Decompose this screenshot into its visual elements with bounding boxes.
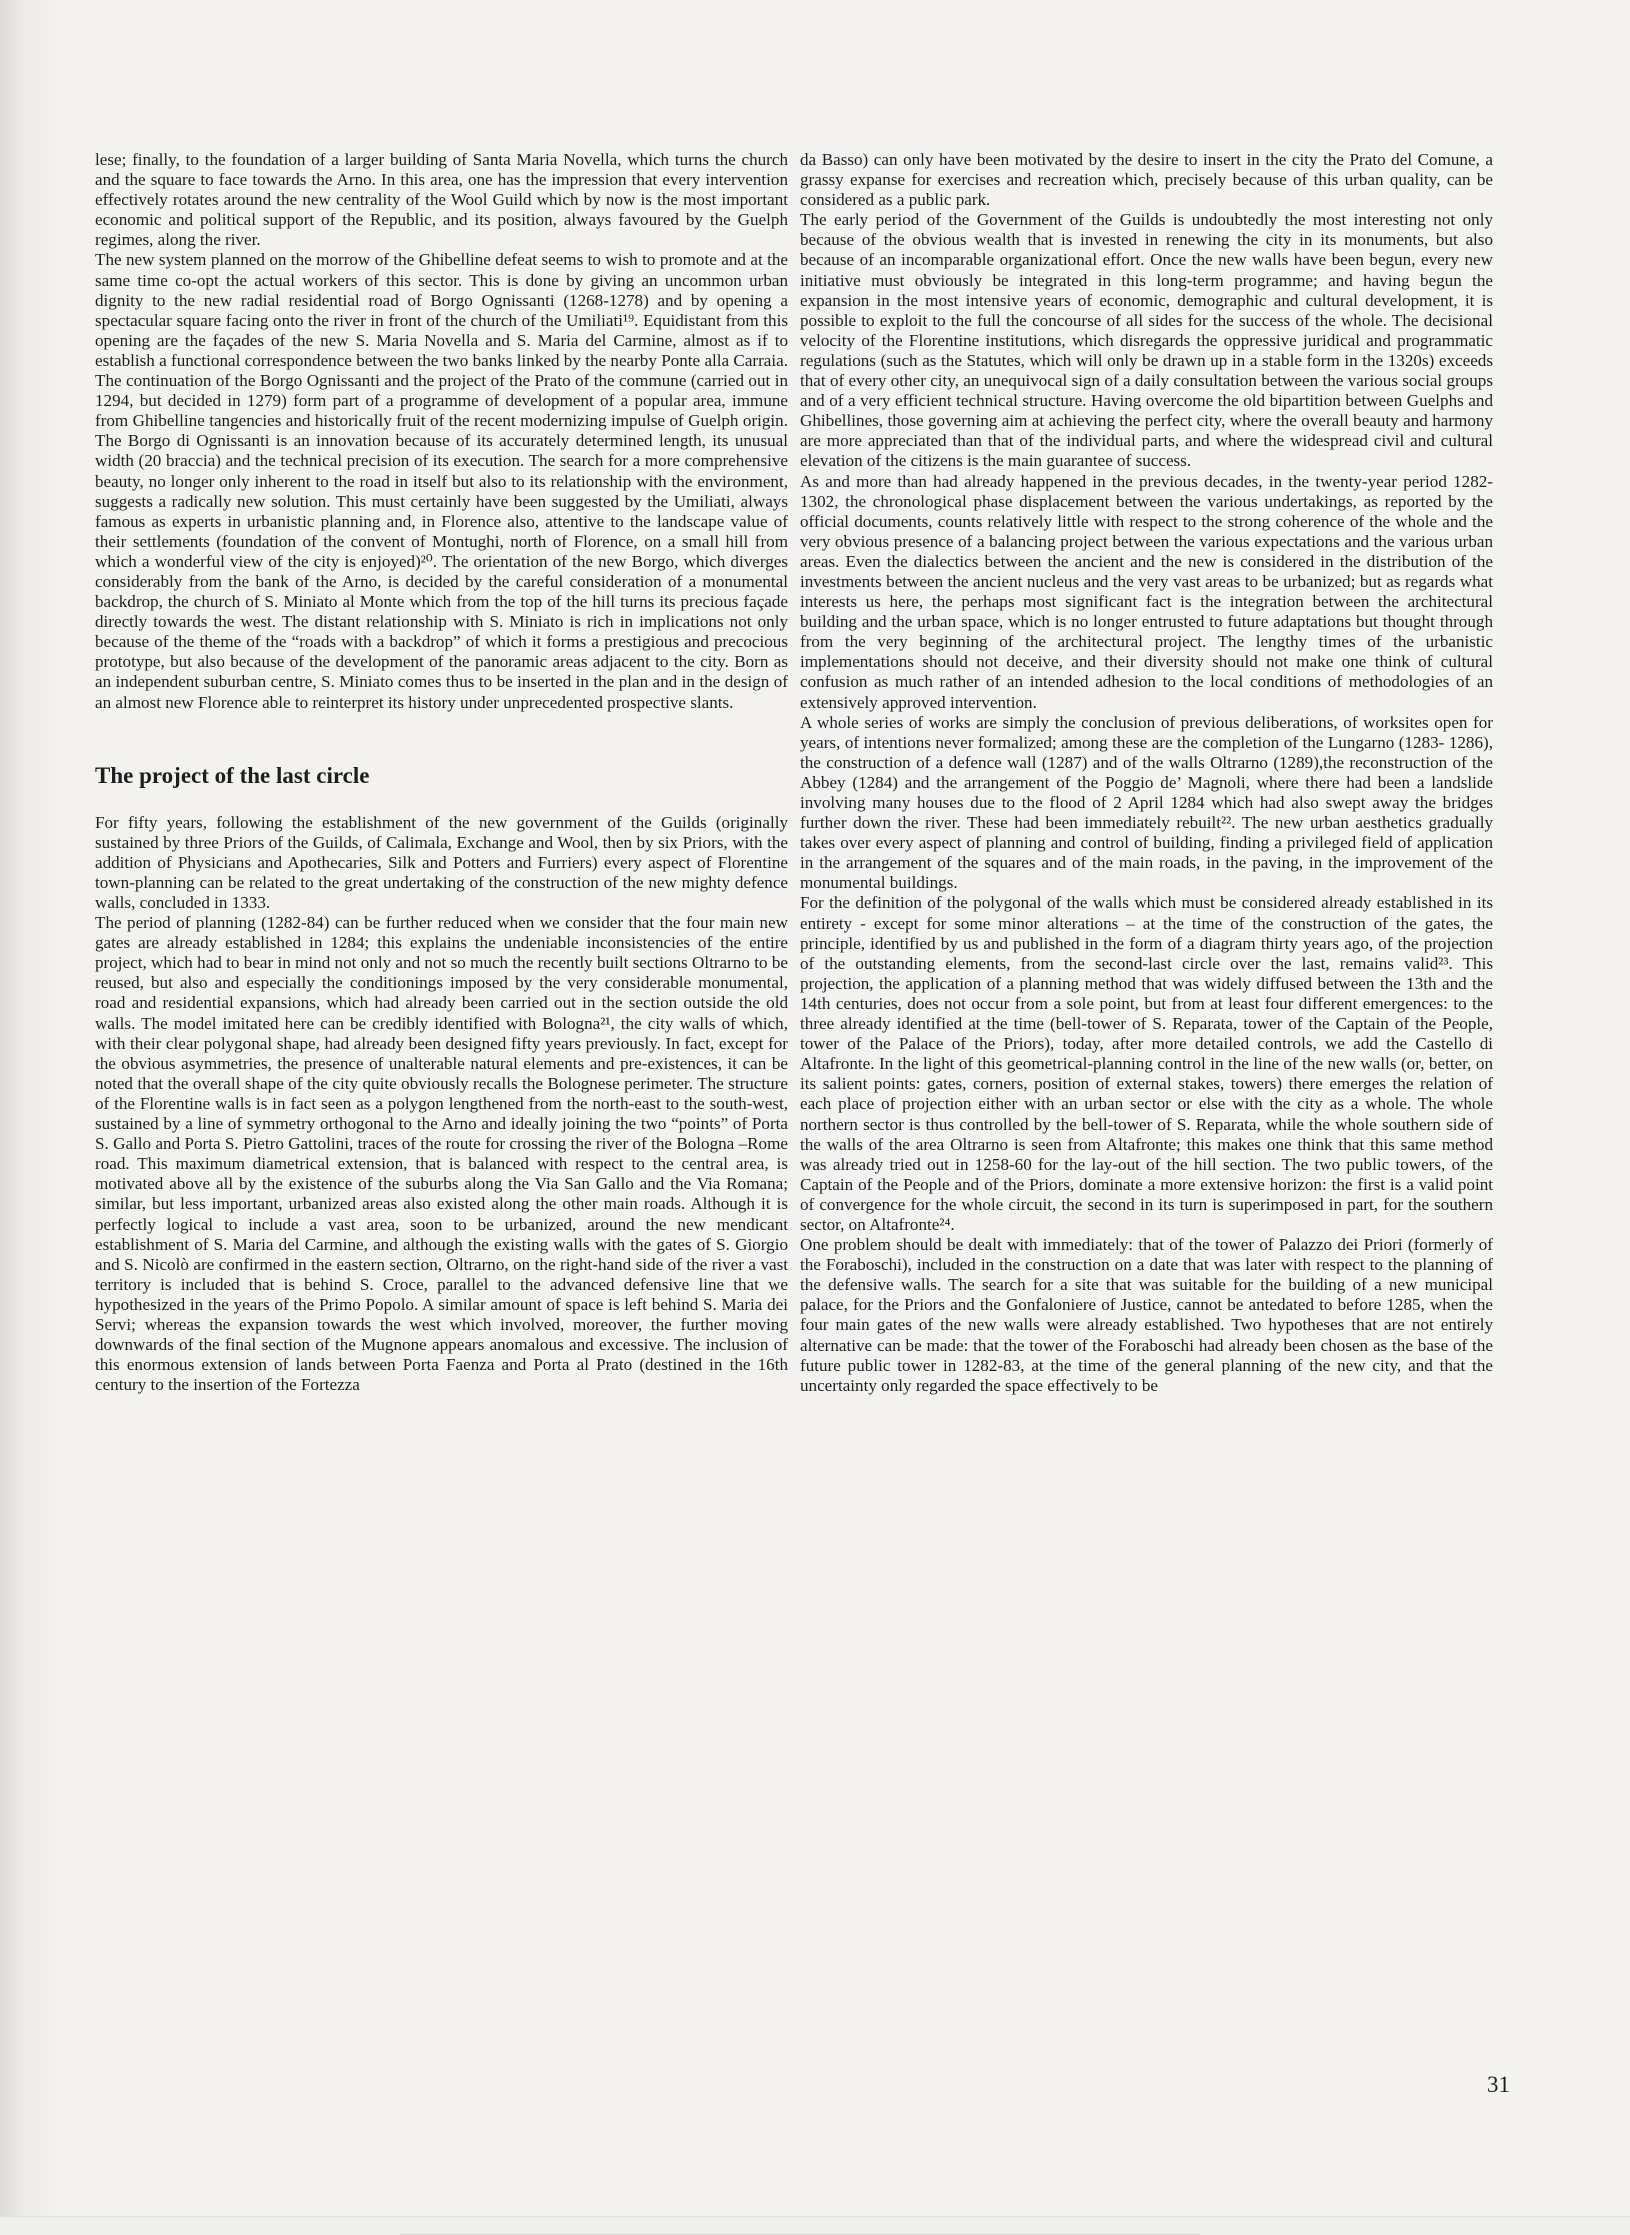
- page-edge: [0, 2216, 1630, 2235]
- paragraph: The new system planned on the morrow of the Ghibelline defeat seems to wish to promote and at the same time co-opt the actual workers of this sector. This is done by giving an uncommon urban dignity to the new radial residential road of Borgo Ognissanti (1268-1278) and by opening a spectacular square facing onto the river in front of the church of the Umiliati¹⁹. Equidistant from this opening are the façades of the new S. Maria Novella and S. Maria del Carmine, almost as if to establish a functional correspondence between the two banks linked by the nearby Ponte alla Carraia. The continuation of the Borgo Ognissanti and the project of the Prato of the commune (carried out in 1294, but decided in 1279) form part of a programme of development of a popular area, immune from Ghibelline tangencies and historically fruit of the recent modernizing impulse of Guelph origin. The Borgo di Ognissanti is an innovation because of its accurately determined length, its unusual width (20 braccia) and the technical precision of its execution. The search for a more comprehensive beauty, no longer only inherent to the road in itself but also to its relationship with the environment, suggests a radically new solution. This must certainly have been suggested by the Umiliati, always famous as experts in urbanistic planning and, in Florence also, attentive to the landscape value of their settlements (foundation of the convent of Montughi, north of Florence, on a small hill from which a wonderful view of the city is enjoyed)²⁰. The orientation of the new Borgo, which diverges considerably from the bank of the Arno, is decided by the careful consideration of a monumental backdrop, the church of S. Miniato al Monte which from the top of the hill turns its precious façade directly towards the west. The distant relationship with S. Miniato is rich in implications not only because of the theme of the “roads with a backdrop” of which it forms a prestigious and precocious prototype, but also because of the development of the panoramic areas adjacent to the city. Born as an independent suburban centre, S. Miniato comes thus to be inserted in the plan and in the design of an almost new Florence able to reinterpret its history under unprecedented prospective slants.: [95, 250, 788, 712]
- paragraph: da Basso) can only have been motivated by the desire to insert in the city the Prato del Comune, a grassy expanse for exercises and recreation which, precisely because of this urban quality, can be considered as a public park.: [800, 150, 1493, 210]
- page-number: 31: [1487, 2072, 1510, 2097]
- paragraph: lese; finally, to the foundation of a larger building of Santa Maria Novella, which turns the church and the square to face towards the Arno. In this area, one has the impression that every intervention effectively rotates around the new centrality of the Wool Guild which by now is the most important economic and political support of the Republic, and its position, always favoured by the Guelph regimes, along the river.: [95, 150, 788, 250]
- paragraph: For fifty years, following the establishment of the new government of the Guilds (originally sustained by three Priors of the Guilds, of Calimala, Exchange and Wool, then by six Priors, with the addition of Physicians and Apothecaries, Silk and Potters and Furriers) every aspect of Florentine town-planning can be related to the great undertaking of the construction of the new mighty defence walls, concluded in 1333.: [95, 812, 788, 912]
- section-heading: The project of the last circle: [95, 762, 370, 788]
- right-column: [800, 150, 1493, 1396]
- paragraph: The period of planning (1282-84) can be further reduced when we consider that the four main new gates are already established in 1284; this explains the undeniable inconsistencies of the entire project, which had to bear in mind not only and not so much the recently built sections Oltrarno to be reused, but also and especially the conditionings imposed by the very considerable monumental, road and residential expansions, which had already been carried out in the section outside the old walls. The model imitated here can be credibly identified with Bologna²¹, the city walls of which, with their clear polygonal shape, had already been designed fifty years previously. In fact, except for the obvious asymmetries, the presence of unalterable natural elements and pre-existences, it can be noted that the overall shape of the city quite obviously recalls the Bolognese perimeter. The structure of the Florentine walls is in fact seen as a polygon lengthened from the north-east to the south-west, sustained by a line of symmetry orthogonal to the Arno and ideally joining the two “points” of Porta S. Gallo and Porta S. Pietro Gattolini, traces of the route for crossing the river of the Bologna –Rome road. This maximum diametrical extension, that is balanced with respect to the central area, is motivated above all by the existence of the suburbs along the Via San Gallo and the Via Romana; similar, but less important, urbanized areas also existed along the other main roads. Although it is perfectly logical to include a vast area, soon to be urbanized, around the new mendicant establishment of S. Maria del Carmine, and although the existing walls with the gates of S. Giorgio and S. Nicolò are confirmed in the eastern section, Oltrarno, on the right-hand side of the river a vast territory is included that is behind S. Croce, parallel to the advanced defensive line that we hypothesized in the years of the Primo Popolo. A similar amount of space is left behind S. Maria dei Servi; whereas the expansion towards the west which involved, moreover, the further moving downwards of the final section of the Mugnone appears anomalous and excessive. The inclusion of this enormous extension of lands between Porta Faenza and Porta al Prato (destined in the 16th century to the insertion of the Fortezza: [95, 913, 788, 1395]
- paragraph: One problem should be dealt with immediately: that of the tower of Palazzo dei Priori (formerly of the Foraboschi), included in the construction on a date that was later with respect to the planning of the defensive walls. The search for a site that was suitable for the building of a new municipal palace, for the Priors and the Gonfaloniere of Justice, cannot be antedated to before 1285, when the four main gates of the new walls were already established. Two hypotheses that are not entirely alternative can be made: that the tower of the Foraboschi had already been chosen as the base of the future public tower in 1282-83, at the time of the general planning of the new city, and that the uncertainty only regarded the space effectively to be: [800, 1235, 1493, 1395]
- paragraph: The early period of the Government of the Guilds is undoubtedly the most interesting not only because of the obvious wealth that is invested in renewing the city in its monuments, but also because of an incomparable organizational effort. Once the new walls have been begun, every new initiative must obviously be integrated in this long-term programme; and having begun the expansion in the most intensive years of economic, demographic and cultural development, it is possible to exploit to the full the concourse of all sides for the success of the whole. The decisional velocity of the Florentine institutions, which disregards the oppressive juridical and programmatic regulations (such as the Statutes, which will only be drawn up in a stable form in the 1320s) exceeds that of every other city, an unequivocal sign of a daily consultation between the various social groups and of a very efficient technical structure. Having overcome the old bipartition between Guelphs and Ghibellines, those governing aim at achieving the perfect city, where the overall beauty and harmony are more appreciated than that of the individual parts, and where the widespread civil and cultural elevation of the citizens is the main guarantee of success.: [800, 210, 1493, 471]
- paragraph: A whole series of works are simply the conclusion of previous deliberations, of worksites open for years, of intentions never formalized; among these are the completion of the Lungarno (1283- 1286), the construction of a defence wall (1287) and of the walls Oltrarno (1289),the reconstruction of the Abbey (1284) and the arrangement of the Poggio de’ Magnoli, where there had been a landslide involving many houses due to the flood of 2 April 1284 which had also swept away the bridges further down the river. These had been immediately rebuilt²². The new urban aesthetics gradually takes over every aspect of planning and control of building, finding a privileged field of application in the arrangement of the squares and of the main roads, in the paving, in the improvement of the monumental buildings.: [800, 712, 1493, 893]
- paragraph: For the definition of the polygonal of the walls which must be considered already established in its entirety - except for some minor alterations – at the time of the construction of the gates, the principle, identified by us and published in the form of a diagram thirty years ago, of the projection of the outstanding elements, from the second-last circle over the last, remains valid²³. This projection, the application of a planning method that was widely diffused between the 13th and the 14th centuries, does not occur from a sole point, but from at least four different emergences: to the three already identified at the time (bell-tower of S. Reparata, tower of the Captain of the People, tower of the Palace of the Priors), today, after more detailed controls, we add the Castello di Altafronte. In the light of this geometrical-planning control in the line of the new walls (or, better, on its salient points: gates, corners, position of external stakes, towers) there emerges the relation of each place of projection either with an urban sector or else with the city as a whole. The whole northern sector is thus controlled by the bell-tower of S. Reparata, while the whole southern side of the walls of the area Oltrarno is seen from Altafronte; this makes one think that this same method was already tried out in 1258-60 for the lay-out of the hill section. The two public towers, of the Captain of the People and of the Priors, dominate a more extensive horizon: the first is a valid point of convergence for the whole circuit, the second in its turn is superimposed in part, for the southern sector, on Altafronte²⁴.: [800, 893, 1493, 1234]
- left-column: [95, 150, 788, 1395]
- paragraph: As and more than had already happened in the previous decades, in the twenty-year period 1282-1302, the chronological phase displacement between the various undertakings, as reported by the official documents, counts relatively little with respect to the strong coherence of the whole and the very obvious presence of a balancing project between the various expectations and the various urban areas. Even the dialectics between the ancient and the new is considered in the distribution of the investments between the ancient nucleus and the very vast areas to be urbanized; but as regards what interests us here, the perhaps most significant fact is the integration between the architectural building and the urban space, which is no longer entrusted to future adaptations but thought through from the very beginning of the architectural project. The lengthy times of the urbanistic implementations should not deceive, and their diversity should not make one think of cultural confusion as much rather of an intended adhesion to the local conditions of methodologies of an extensively approved intervention.: [800, 471, 1493, 712]
